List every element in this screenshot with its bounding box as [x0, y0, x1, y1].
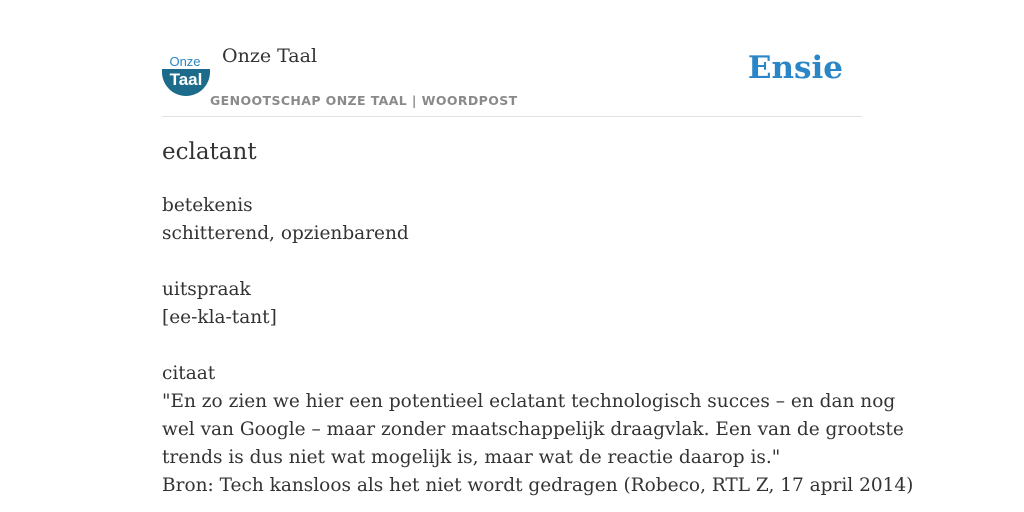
meaning-text: schitterend, opzienbarend [162, 223, 409, 244]
ensie-brand-link[interactable]: Ensie [747, 50, 843, 86]
logo-text-onze: Onze [169, 54, 201, 69]
meaning-label: betekenis [162, 195, 253, 216]
site-subtitle: GENOOTSCHAP ONZE TAAL | WOORDPOST [210, 93, 518, 108]
site-title[interactable]: Onze Taal [222, 45, 318, 67]
spacer [162, 332, 862, 360]
pronunciation-label: uitspraak [162, 279, 251, 300]
quote-line: "En zo zien we hier een potentieel eclatant technologisch succes – en dan nog [162, 391, 896, 412]
quote-label: citaat [162, 363, 216, 384]
pronunciation-text: [ee-kla-tant] [162, 307, 277, 328]
spacer [162, 248, 862, 276]
onze-taal-logo[interactable] [162, 54, 210, 96]
entry-content [162, 192, 914, 500]
quote-line: trends is dus niet wat mogelijk is, maar wat de reactie daarop is." [162, 447, 781, 468]
quote-source: Bron: Tech kansloos als het niet wordt gedragen (Robeco, RTL Z, 17 april 2014) [162, 475, 914, 496]
logo-text-taal: Taal [169, 70, 203, 89]
header [162, 40, 862, 117]
quote-line: wel van Google – maar zonder maatschappelijk draagvlak. Een van de grootste [162, 419, 904, 440]
entry-word: eclatant [162, 139, 257, 165]
